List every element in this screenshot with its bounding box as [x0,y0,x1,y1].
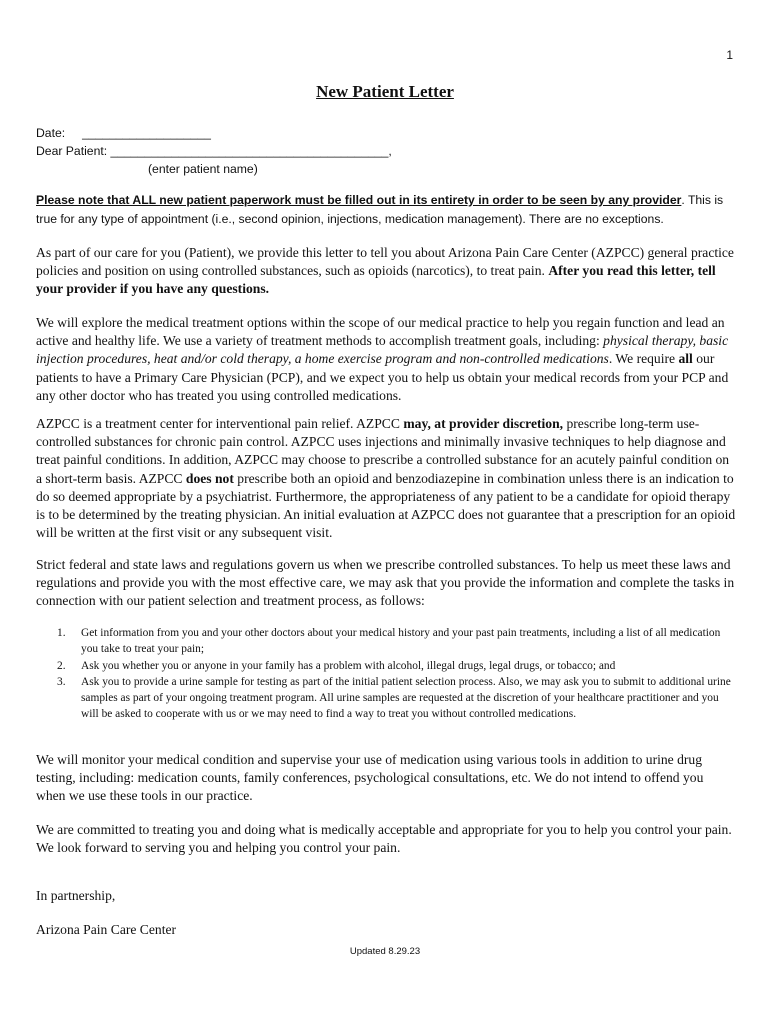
list-text: Ask you whether you or anyone in your family has a problem with alcohol, illegal drugs, legal drugs, or tobacco; and [81,659,616,672]
updated-date: Updated 8.29.23 [349,946,421,957]
header-fields [36,124,392,178]
treatment-text-c: our patients to have a Primary Care Physician (PCP), and we expect you to help us obtain your medical records from your PCP and any other doctor who has treated you using controlled medications. [36,351,729,403]
treatment-text-a: We will explore the medical treatment options within the scope of our medical practice to help you regain function and lead an active and healthy life. We use a variety of treatment methods to accomplish treatment goals, including: [36,315,725,349]
notice-rest: . This is true for any type of appointment (i.e., second opinion, injections, medication management). There are no exceptions. [36,193,724,226]
treatment-methods: physical therapy, basic injection procedures, heat and/or cold therapy, a home exercise program and non-controlled medications [36,333,729,367]
treatment-all: all [678,351,693,367]
azpcc-text-a: AZPCC is a treatment center for interventional pain relief. AZPCC [36,416,404,431]
list-text: Ask you to provide a urine sample for testing as part of the initial patient selection process. Also, we may ask you to submit to additional urine samples as part of your ongoing treatment program. All urine samples are requested at the discretion of your healthcare practitioner and you will be asked to cooperate with us or we may need to find a way to treat you without controlled medications. [81,676,731,720]
date-row [36,124,392,142]
notice-emphasis: Please note that ALL new patient paperwork must be filled out in its entirety in order to be seen by any provider [36,193,682,207]
list-item [57,658,737,674]
commitment-paragraph: We are committed to treating you and doing what is medically acceptable and appropriate for you to help you control your pain. We look forward to serving you and helping you control your pain. [36,822,732,856]
laws-paragraph: Strict federal and state laws and regulations govern us when we prescribe controlled substances. To help us meet these laws and regulations and provide you with the most effective care, we may ask that you provide the information and complete the tasks in connection with our patient selection and treatment process, as follows: [36,557,735,609]
list-item [57,674,737,722]
intro-end: . [265,281,270,297]
date-field[interactable]: ___________________ [82,126,211,140]
paperwork-notice [36,191,736,229]
treatment-text-b: . We require [608,351,679,367]
closing-line: In partnership, [36,888,116,903]
list-text: Get information from you and your other doctors about your medical history and your past pain treatments, including a list of all medication you take to treat your pain; [81,627,721,655]
patient-label: Dear Patient: [36,144,108,158]
azpcc-does-not: does not [185,470,234,486]
azpcc-text-b: prescribe long-term use-controlled substances for chronic pain control. AZPCC uses injections and minimally invasive techniques to help diagnose and treat painful conditions. In addition, AZPCC may choose to prescribe a controlled substance for an acutely painful condition on a short-term basis. AZPCC [36,416,730,486]
list-item [57,625,737,657]
list-number: 3. [57,676,66,688]
page-number: 1 [726,48,733,62]
azpcc-discretion: may, at provider discretion, [403,416,564,431]
process-list [57,625,737,723]
list-number: 1. [57,627,66,639]
intro-paragraph [36,244,736,299]
page-title: New Patient Letter [316,82,454,101]
patient-row [36,142,392,160]
azpcc-paragraph [36,415,736,542]
list-number: 2. [57,659,66,672]
monitoring-paragraph: We will monitor your medical condition and supervise your use of medication using various tools in addition to urine drug testing, including: medication counts, family conferences, psychological consultations, etc. We do not intend to offend you when we use these tools in our practice. [36,752,704,804]
patient-name-hint: (enter patient name) [148,162,258,176]
azpcc-text-c: prescribe both an opioid and benzodiazepine in combination unless there is an indication to do so deemed appropriate by a psychiatrist. Furthermore, the appropriateness of any patient to be a candidate for opioid therapy is to be determined by the treating physician. An initial evaluation at AZPCC does not guarantee that a prescription for an opioid will be written at the first visit or any subsequent visit. [36,470,736,541]
patient-name-field[interactable]: _________________________________________, [110,144,392,158]
date-label: Date: [36,126,66,140]
intro-text: As part of our care for you (Patient), we provide this letter to tell you about Arizona Pain Care Center (AZPCC) general practice policies and position on using controlled substances, such as opioids (narcotics), to treat pain. [36,245,734,279]
treatment-paragraph [36,314,736,405]
intro-emphasis: After you read this letter, tell your provider if you have any questions [36,263,716,297]
signature-line: Arizona Pain Care Center [36,922,177,937]
